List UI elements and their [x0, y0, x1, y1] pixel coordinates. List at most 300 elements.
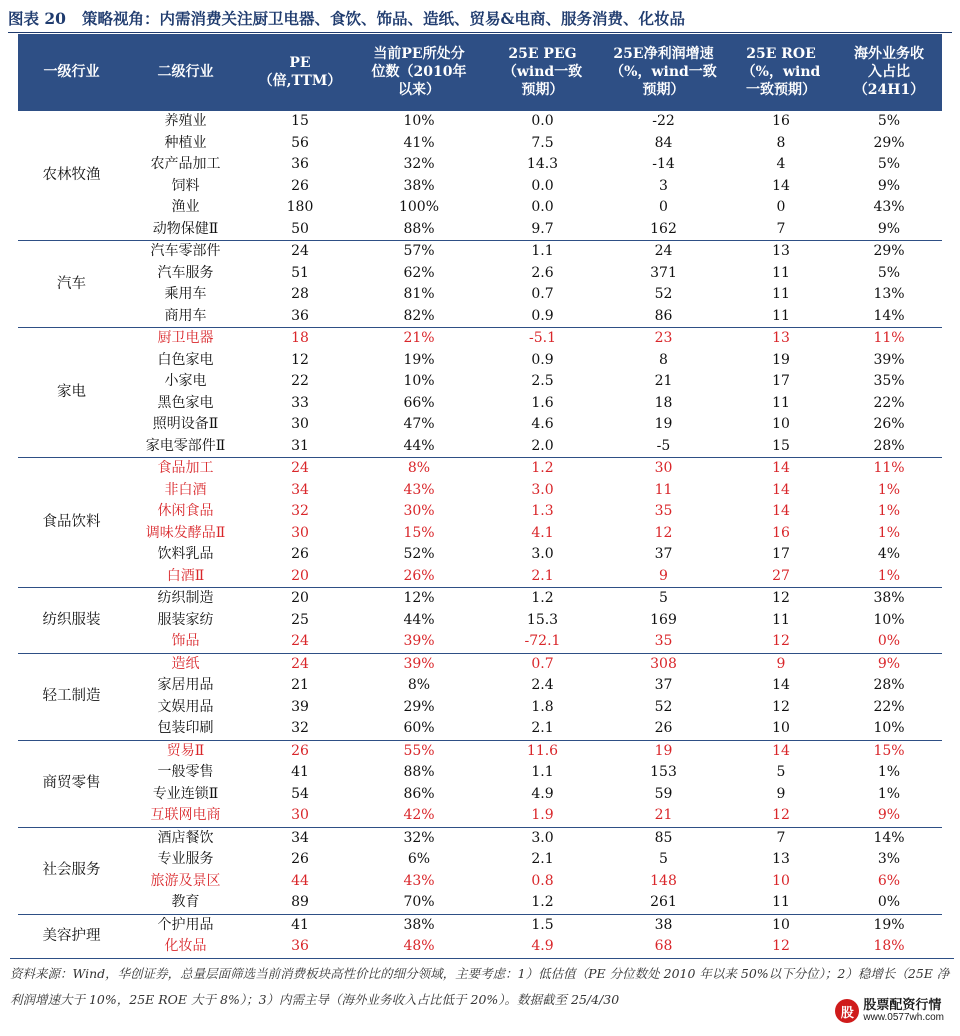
roe-cell: 17: [772, 546, 790, 563]
profit-growth-cell: 11: [654, 481, 673, 498]
watermark-name: 股票配资行情: [863, 997, 942, 1012]
pe-cell: 32: [291, 720, 309, 737]
sub-industry-cell: 休闲食品: [157, 503, 214, 520]
sub-industry-cell: 汽车服务: [157, 264, 214, 281]
sub-industry-cell: 黑色家电: [157, 394, 214, 411]
overseas-share-cell: 4%: [877, 546, 901, 563]
sub-industry-cell: 互联网电商: [150, 807, 221, 824]
valuation-table: [18, 34, 942, 958]
overseas-share-cell: 9%: [877, 220, 901, 237]
table-row: [18, 740, 942, 762]
pe-cell: 180: [286, 199, 314, 216]
pe-cell: 26: [291, 177, 309, 194]
header-cell: 25E PEG （wind一致 预期）: [484, 34, 601, 111]
table-row: [18, 501, 942, 523]
pe-percentile-cell: 86%: [403, 785, 435, 802]
overseas-share-cell: 1%: [877, 567, 901, 584]
sub-industry-cell: 农产品加工: [150, 156, 221, 173]
pe-percentile-cell: 42%: [403, 807, 435, 824]
table-row: [18, 284, 942, 306]
roe-cell: 11: [772, 394, 790, 411]
overseas-share-cell: 28%: [873, 677, 905, 694]
roe-cell: 11: [772, 611, 790, 628]
profit-growth-cell: 3: [659, 177, 668, 194]
peg-cell: 0.0: [531, 199, 554, 216]
overseas-share-cell: 0%: [877, 633, 901, 650]
peg-cell: 14.3: [526, 156, 559, 173]
profit-growth-cell: 148: [650, 872, 677, 889]
table-row: [18, 328, 942, 350]
sub-industry-cell: 商用车: [164, 307, 207, 324]
roe-cell: 10: [726, 914, 836, 936]
pe-percentile-cell: 43%: [403, 481, 435, 498]
roe-cell: 7: [776, 220, 786, 237]
peg-cell: 0.0: [531, 177, 554, 194]
pe-percentile-cell: 6%: [407, 851, 431, 868]
table-row: [18, 176, 942, 198]
peg-cell: 0.9: [531, 307, 554, 324]
overseas-share-cell: 28%: [873, 437, 905, 454]
pe-percentile-cell: 43%: [403, 872, 435, 889]
sub-industry-cell: 非白酒: [164, 481, 207, 498]
watermark-logo: 股: [835, 999, 859, 1023]
profit-growth-cell: 5: [659, 851, 668, 868]
table-row: [18, 718, 942, 740]
roe-cell: 27: [772, 567, 790, 584]
roe-cell: 15: [772, 437, 790, 454]
profit-growth-cell: 35: [654, 633, 673, 650]
table-row: [18, 892, 942, 914]
pe-cell: 31: [291, 437, 309, 454]
pe-percentile-cell: 52%: [403, 546, 435, 563]
overseas-share-cell: 0%: [877, 894, 901, 911]
pe-cell: 89: [291, 894, 309, 911]
profit-growth-cell: 5: [601, 588, 726, 610]
table-row: [18, 675, 942, 697]
sub-industry-cell: 厨卫电器: [125, 328, 246, 350]
roe-cell: 10: [772, 416, 790, 433]
roe-cell: 10: [772, 872, 790, 889]
sub-industry-cell: 小家电: [164, 373, 207, 390]
overseas-share-cell: 22%: [873, 394, 905, 411]
figure-caption: 策略视角：内需消费关注厨卫电器、食饮、饰品、造纸、贸易&电商、服务消费、化妆品: [81, 9, 685, 28]
pe-percentile-cell: 66%: [403, 394, 435, 411]
overseas-share-cell: 15%: [836, 740, 942, 762]
sub-industry-cell: 贸易Ⅱ: [125, 740, 246, 762]
industry-cell: 轻工制造: [18, 653, 125, 740]
table-row: [18, 306, 942, 328]
table-row: [18, 263, 942, 285]
profit-growth-cell: 8: [659, 351, 668, 368]
peg-cell: 1.9: [531, 807, 554, 824]
sub-industry-cell: 家居用品: [157, 677, 214, 694]
profit-growth-cell: 37: [654, 546, 673, 563]
roe-cell: 14: [726, 458, 836, 480]
pe-cell: 22: [291, 373, 309, 390]
peg-cell: 15.3: [526, 611, 559, 628]
profit-growth-cell: 371: [650, 264, 677, 281]
profit-growth-cell: 84: [654, 134, 673, 151]
sub-industry-cell: 种植业: [164, 134, 207, 151]
overseas-share-cell: 3%: [877, 851, 901, 868]
industry-cell: 汽车: [18, 241, 125, 328]
overseas-share-cell: 13%: [873, 286, 905, 303]
sub-industry-cell: 酒店餐饮: [125, 827, 246, 849]
pe-percentile-cell: 41%: [403, 134, 435, 151]
pe-cell: 28: [291, 286, 309, 303]
peg-cell: 0.9: [531, 351, 554, 368]
table-row: [18, 610, 942, 632]
sub-industry-cell: 纺织制造: [125, 588, 246, 610]
roe-cell: 8: [776, 134, 786, 151]
industry-cell: 家电: [18, 328, 125, 458]
sub-industry-cell: 旅游及景区: [150, 872, 221, 889]
roe-cell: 4: [776, 156, 786, 173]
peg-cell: 1.5: [484, 914, 601, 936]
table-row: [18, 544, 942, 566]
roe-cell: 11: [772, 307, 790, 324]
pe-cell: 54: [291, 785, 309, 802]
profit-growth-cell: 38: [601, 914, 726, 936]
peg-cell: 2.4: [531, 677, 554, 694]
table-row: [18, 697, 942, 719]
header-cell: 25E ROE （%，wind 一致预期）: [726, 34, 836, 111]
roe-cell: 7: [726, 827, 836, 849]
table-row: [18, 805, 942, 827]
table-body: [18, 111, 942, 958]
table-row: [18, 566, 942, 588]
overseas-share-cell: 11%: [836, 328, 942, 350]
roe-cell: 9: [726, 653, 836, 675]
table-row: [18, 762, 942, 784]
header-row: [18, 34, 942, 111]
profit-growth-cell: 52: [654, 698, 673, 715]
profit-growth-cell: 162: [650, 220, 677, 237]
overseas-share-cell: 19%: [836, 914, 942, 936]
overseas-share-cell: 11%: [836, 458, 942, 480]
header-cell: 当前PE所处分 位数（2010年 以来）: [354, 34, 484, 111]
table-row: [18, 414, 942, 436]
pe-percentile-cell: 44%: [403, 437, 435, 454]
overseas-share-cell: 6%: [877, 872, 901, 889]
roe-cell: 12: [726, 588, 836, 610]
sub-industry-cell: 食品加工: [125, 458, 246, 480]
peg-cell: 2.0: [531, 437, 554, 454]
sub-industry-cell: 教育: [171, 894, 200, 911]
roe-cell: 12: [772, 807, 790, 824]
profit-growth-cell: 21: [654, 807, 673, 824]
pe-cell: 51: [291, 264, 309, 281]
pe-percentile-cell: 19%: [403, 351, 435, 368]
profit-growth-cell: 153: [650, 764, 677, 781]
overseas-share-cell: 5%: [877, 264, 901, 281]
profit-growth-cell: 19: [654, 416, 673, 433]
pe-cell: 39: [291, 698, 309, 715]
table-row: [18, 197, 942, 219]
roe-cell: 5: [776, 764, 786, 781]
industry-cell: 食品饮料: [18, 458, 125, 588]
pe-percentile-cell: 29%: [403, 698, 435, 715]
pe-percentile-cell: 12%: [354, 588, 484, 610]
peg-cell: 1.2: [484, 588, 601, 610]
overseas-share-cell: 43%: [873, 199, 905, 216]
overseas-share-cell: 18%: [873, 938, 905, 955]
peg-cell: 1.1: [484, 241, 601, 263]
peg-cell: 1.8: [531, 698, 554, 715]
table-row: [18, 588, 942, 610]
table-row: [18, 241, 942, 263]
pe-percentile-cell: 39%: [354, 653, 484, 675]
pe-percentile-cell: 100%: [398, 199, 440, 216]
pe-cell: 24: [246, 241, 354, 263]
table-row: [18, 849, 942, 871]
pe-cell: 41: [291, 764, 309, 781]
pe-cell: 50: [291, 220, 309, 237]
peg-cell: 0.8: [531, 872, 554, 889]
table-row: [18, 154, 942, 176]
watermark-text: [863, 998, 944, 1024]
roe-cell: 12: [772, 698, 790, 715]
sub-industry-cell: 调味发酵品Ⅱ: [145, 524, 226, 541]
overseas-share-cell: 14%: [873, 307, 905, 324]
pe-cell: 18: [246, 328, 354, 350]
roe-cell: 14: [772, 677, 790, 694]
sub-industry-cell: 服装家纺: [157, 611, 214, 628]
table-row: [18, 784, 942, 806]
profit-growth-cell: 59: [654, 785, 673, 802]
pe-cell: 20: [246, 588, 354, 610]
roe-cell: 17: [772, 373, 790, 390]
roe-cell: 16: [772, 524, 790, 541]
pe-cell: 21: [291, 677, 309, 694]
table-row: [18, 350, 942, 372]
overseas-share-cell: 10%: [873, 720, 905, 737]
pe-percentile-cell: 30%: [403, 503, 435, 520]
sub-industry-cell: 白色家电: [157, 351, 214, 368]
table-row: [18, 523, 942, 545]
peg-cell: -72.1: [524, 633, 561, 650]
peg-cell: 3.0: [531, 546, 554, 563]
table-row: [18, 871, 942, 893]
overseas-share-cell: 5%: [836, 111, 942, 133]
pe-cell: 30: [291, 524, 309, 541]
sub-industry-cell: 专业连锁Ⅱ: [152, 785, 219, 802]
roe-cell: 9: [776, 785, 786, 802]
roe-cell: 11: [772, 286, 790, 303]
peg-cell: 1.2: [531, 894, 554, 911]
industry-cell: 商贸零售: [18, 740, 125, 827]
industry-cell: 美容护理: [18, 914, 125, 958]
sub-industry-cell: 专业服务: [157, 851, 214, 868]
overseas-share-cell: 9%: [836, 653, 942, 675]
header-cell: PE （倍,TTM）: [246, 34, 354, 111]
pe-cell: 41: [246, 914, 354, 936]
pe-cell: 24: [246, 653, 354, 675]
pe-cell: 15: [246, 111, 354, 133]
overseas-share-cell: 1%: [877, 764, 901, 781]
table-row: [18, 436, 942, 458]
pe-percentile-cell: 70%: [403, 894, 435, 911]
sub-industry-cell: 动物保健Ⅱ: [152, 220, 219, 237]
peg-cell: 4.9: [531, 785, 554, 802]
roe-cell: 12: [772, 938, 790, 955]
roe-cell: 14: [772, 481, 790, 498]
roe-cell: 0: [776, 199, 786, 216]
peg-cell: 4.9: [531, 938, 554, 955]
overseas-share-cell: 9%: [877, 177, 901, 194]
profit-growth-cell: 169: [650, 611, 677, 628]
overseas-share-cell: 1%: [877, 785, 901, 802]
peg-cell: 1.3: [531, 503, 554, 520]
profit-growth-cell: -14: [652, 156, 675, 173]
sub-industry-cell: 饲料: [171, 177, 200, 194]
roe-cell: 13: [726, 328, 836, 350]
profit-growth-cell: 30: [601, 458, 726, 480]
watermark: [829, 996, 950, 1026]
header-cell: 二级行业: [125, 34, 246, 111]
overseas-share-cell: 35%: [873, 373, 905, 390]
peg-cell: 4.1: [531, 524, 554, 541]
sub-industry-cell: 化妆品: [164, 938, 207, 955]
watermark-url: www.0577wh.com: [863, 1012, 944, 1023]
header-cell: 一级行业: [18, 34, 125, 111]
industry-cell: 纺织服装: [18, 588, 125, 654]
pe-cell: 12: [291, 351, 309, 368]
overseas-share-cell: 9%: [877, 807, 901, 824]
peg-cell: 7.5: [531, 134, 554, 151]
sub-industry-cell: 造纸: [125, 653, 246, 675]
pe-percentile-cell: 21%: [354, 328, 484, 350]
overseas-share-cell: 10%: [873, 611, 905, 628]
table-row: [18, 480, 942, 502]
pe-percentile-cell: 57%: [354, 241, 484, 263]
pe-cell: 24: [291, 633, 309, 650]
peg-cell: 2.1: [531, 567, 554, 584]
table-row: [18, 458, 942, 480]
peg-cell: 1.1: [531, 764, 554, 781]
sub-industry-cell: 个护用品: [125, 914, 246, 936]
roe-cell: 13: [772, 851, 790, 868]
profit-growth-cell: 308: [601, 653, 726, 675]
profit-growth-cell: 85: [601, 827, 726, 849]
table-row: [18, 631, 942, 653]
table-row: [18, 371, 942, 393]
pe-percentile-cell: 88%: [403, 220, 435, 237]
pe-percentile-cell: 81%: [403, 286, 435, 303]
roe-cell: 14: [772, 503, 790, 520]
pe-cell: 30: [291, 416, 309, 433]
pe-cell: 20: [291, 567, 309, 584]
profit-growth-cell: 23: [601, 328, 726, 350]
pe-percentile-cell: 32%: [403, 156, 435, 173]
pe-percentile-cell: 10%: [354, 111, 484, 133]
profit-growth-cell: 18: [654, 394, 673, 411]
profit-growth-cell: -5: [656, 437, 671, 454]
profit-growth-cell: 9: [659, 567, 668, 584]
roe-cell: 11: [772, 894, 790, 911]
profit-growth-cell: 86: [654, 307, 673, 324]
roe-cell: 12: [772, 633, 790, 650]
pe-cell: 30: [291, 807, 309, 824]
pe-cell: 32: [291, 503, 309, 520]
sub-industry-cell: 包装印刷: [157, 720, 214, 737]
pe-percentile-cell: 60%: [403, 720, 435, 737]
pe-percentile-cell: 8%: [354, 458, 484, 480]
peg-cell: -5.1: [484, 328, 601, 350]
overseas-share-cell: 26%: [873, 416, 905, 433]
sub-industry-cell: 汽车零部件: [125, 241, 246, 263]
profit-growth-cell: 37: [654, 677, 673, 694]
pe-cell: 26: [291, 546, 309, 563]
pe-percentile-cell: 88%: [403, 764, 435, 781]
header-cell: 25E净利润增速 （%，wind一致 预期）: [601, 34, 726, 111]
roe-cell: 10: [772, 720, 790, 737]
overseas-share-cell: 1%: [877, 503, 901, 520]
pe-cell: 34: [291, 481, 309, 498]
profit-growth-cell: 24: [601, 241, 726, 263]
profit-growth-cell: 12: [654, 524, 673, 541]
pe-percentile-cell: 82%: [403, 307, 435, 324]
pe-percentile-cell: 44%: [403, 611, 435, 628]
pe-cell: 56: [291, 134, 309, 151]
profit-growth-cell: 35: [654, 503, 673, 520]
profit-growth-cell: 21: [654, 373, 673, 390]
profit-growth-cell: 0: [659, 199, 668, 216]
peg-cell: 2.6: [531, 264, 554, 281]
pe-percentile-cell: 47%: [403, 416, 435, 433]
pe-percentile-cell: 32%: [354, 827, 484, 849]
table-row: [18, 111, 942, 133]
sub-industry-cell: 渔业: [171, 199, 200, 216]
table-row: [18, 827, 942, 849]
pe-cell: 34: [246, 827, 354, 849]
peg-cell: 2.1: [531, 851, 554, 868]
overseas-share-cell: 29%: [873, 134, 905, 151]
overseas-share-cell: 22%: [873, 698, 905, 715]
peg-cell: 0.0: [484, 111, 601, 133]
pe-percentile-cell: 48%: [403, 938, 435, 955]
figure-number: 图表 20: [8, 9, 66, 28]
sub-industry-cell: 饰品: [171, 633, 200, 650]
profit-growth-cell: 261: [650, 894, 677, 911]
pe-percentile-cell: 26%: [403, 567, 435, 584]
pe-cell: 36: [291, 938, 309, 955]
sub-industry-cell: 家电零部件Ⅱ: [145, 437, 226, 454]
peg-cell: 0.7: [484, 653, 601, 675]
sub-industry-cell: 一般零售: [157, 764, 214, 781]
overseas-share-cell: 39%: [873, 351, 905, 368]
peg-cell: 3.0: [484, 827, 601, 849]
overseas-share-cell: 5%: [877, 156, 901, 173]
overseas-share-cell: 38%: [836, 588, 942, 610]
overseas-share-cell: 1%: [877, 524, 901, 541]
roe-cell: 14: [772, 177, 790, 194]
peg-cell: 11.6: [484, 740, 601, 762]
table-row: [18, 914, 942, 936]
profit-growth-cell: 68: [654, 938, 673, 955]
table-row: [18, 936, 942, 958]
peg-cell: 9.7: [531, 220, 554, 237]
sub-industry-cell: 白酒Ⅱ: [166, 567, 205, 584]
profit-growth-cell: 52: [654, 286, 673, 303]
peg-cell: 2.5: [531, 373, 554, 390]
overseas-share-cell: 29%: [836, 241, 942, 263]
roe-cell: 11: [772, 264, 790, 281]
roe-cell: 13: [726, 241, 836, 263]
peg-cell: 0.7: [531, 286, 554, 303]
roe-cell: 14: [726, 740, 836, 762]
sub-industry-cell: 乘用车: [164, 286, 207, 303]
